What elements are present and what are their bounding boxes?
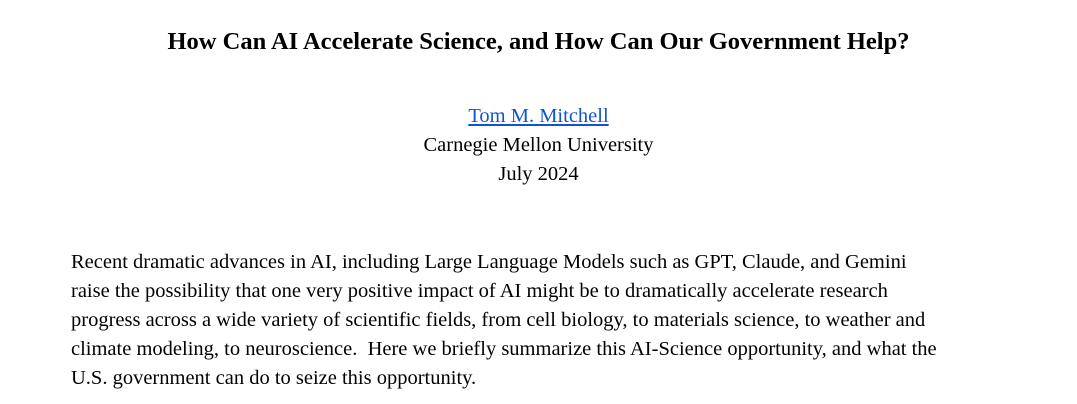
- author-link[interactable]: Tom M. Mitchell: [468, 105, 609, 127]
- abstract-paragraph: [71, 248, 1031, 393]
- abstract-line: progress across a wide variety of scientific fields, from cell biology, to materials science, to weather and: [71, 309, 926, 331]
- affiliation: Carnegie Mellon University: [423, 134, 654, 156]
- author-line: [0, 102, 1077, 131]
- abstract-line: U.S. government can do to seize this opportunity.: [71, 367, 477, 389]
- document-title: How Can AI Accelerate Science, and How Can Our Government Help?: [167, 28, 910, 55]
- byline: [0, 102, 1077, 189]
- date: July 2024: [498, 163, 579, 185]
- abstract-line: climate modeling, to neuroscience. Here we briefly summarize this AI-Science opportunity, and what the: [71, 338, 937, 360]
- abstract-line: raise the possibility that one very positive impact of AI might be to dramatically accelerate research: [71, 280, 888, 302]
- abstract-line: Recent dramatic advances in AI, including Large Language Models such as GPT, Claude, and Gemini: [71, 251, 907, 273]
